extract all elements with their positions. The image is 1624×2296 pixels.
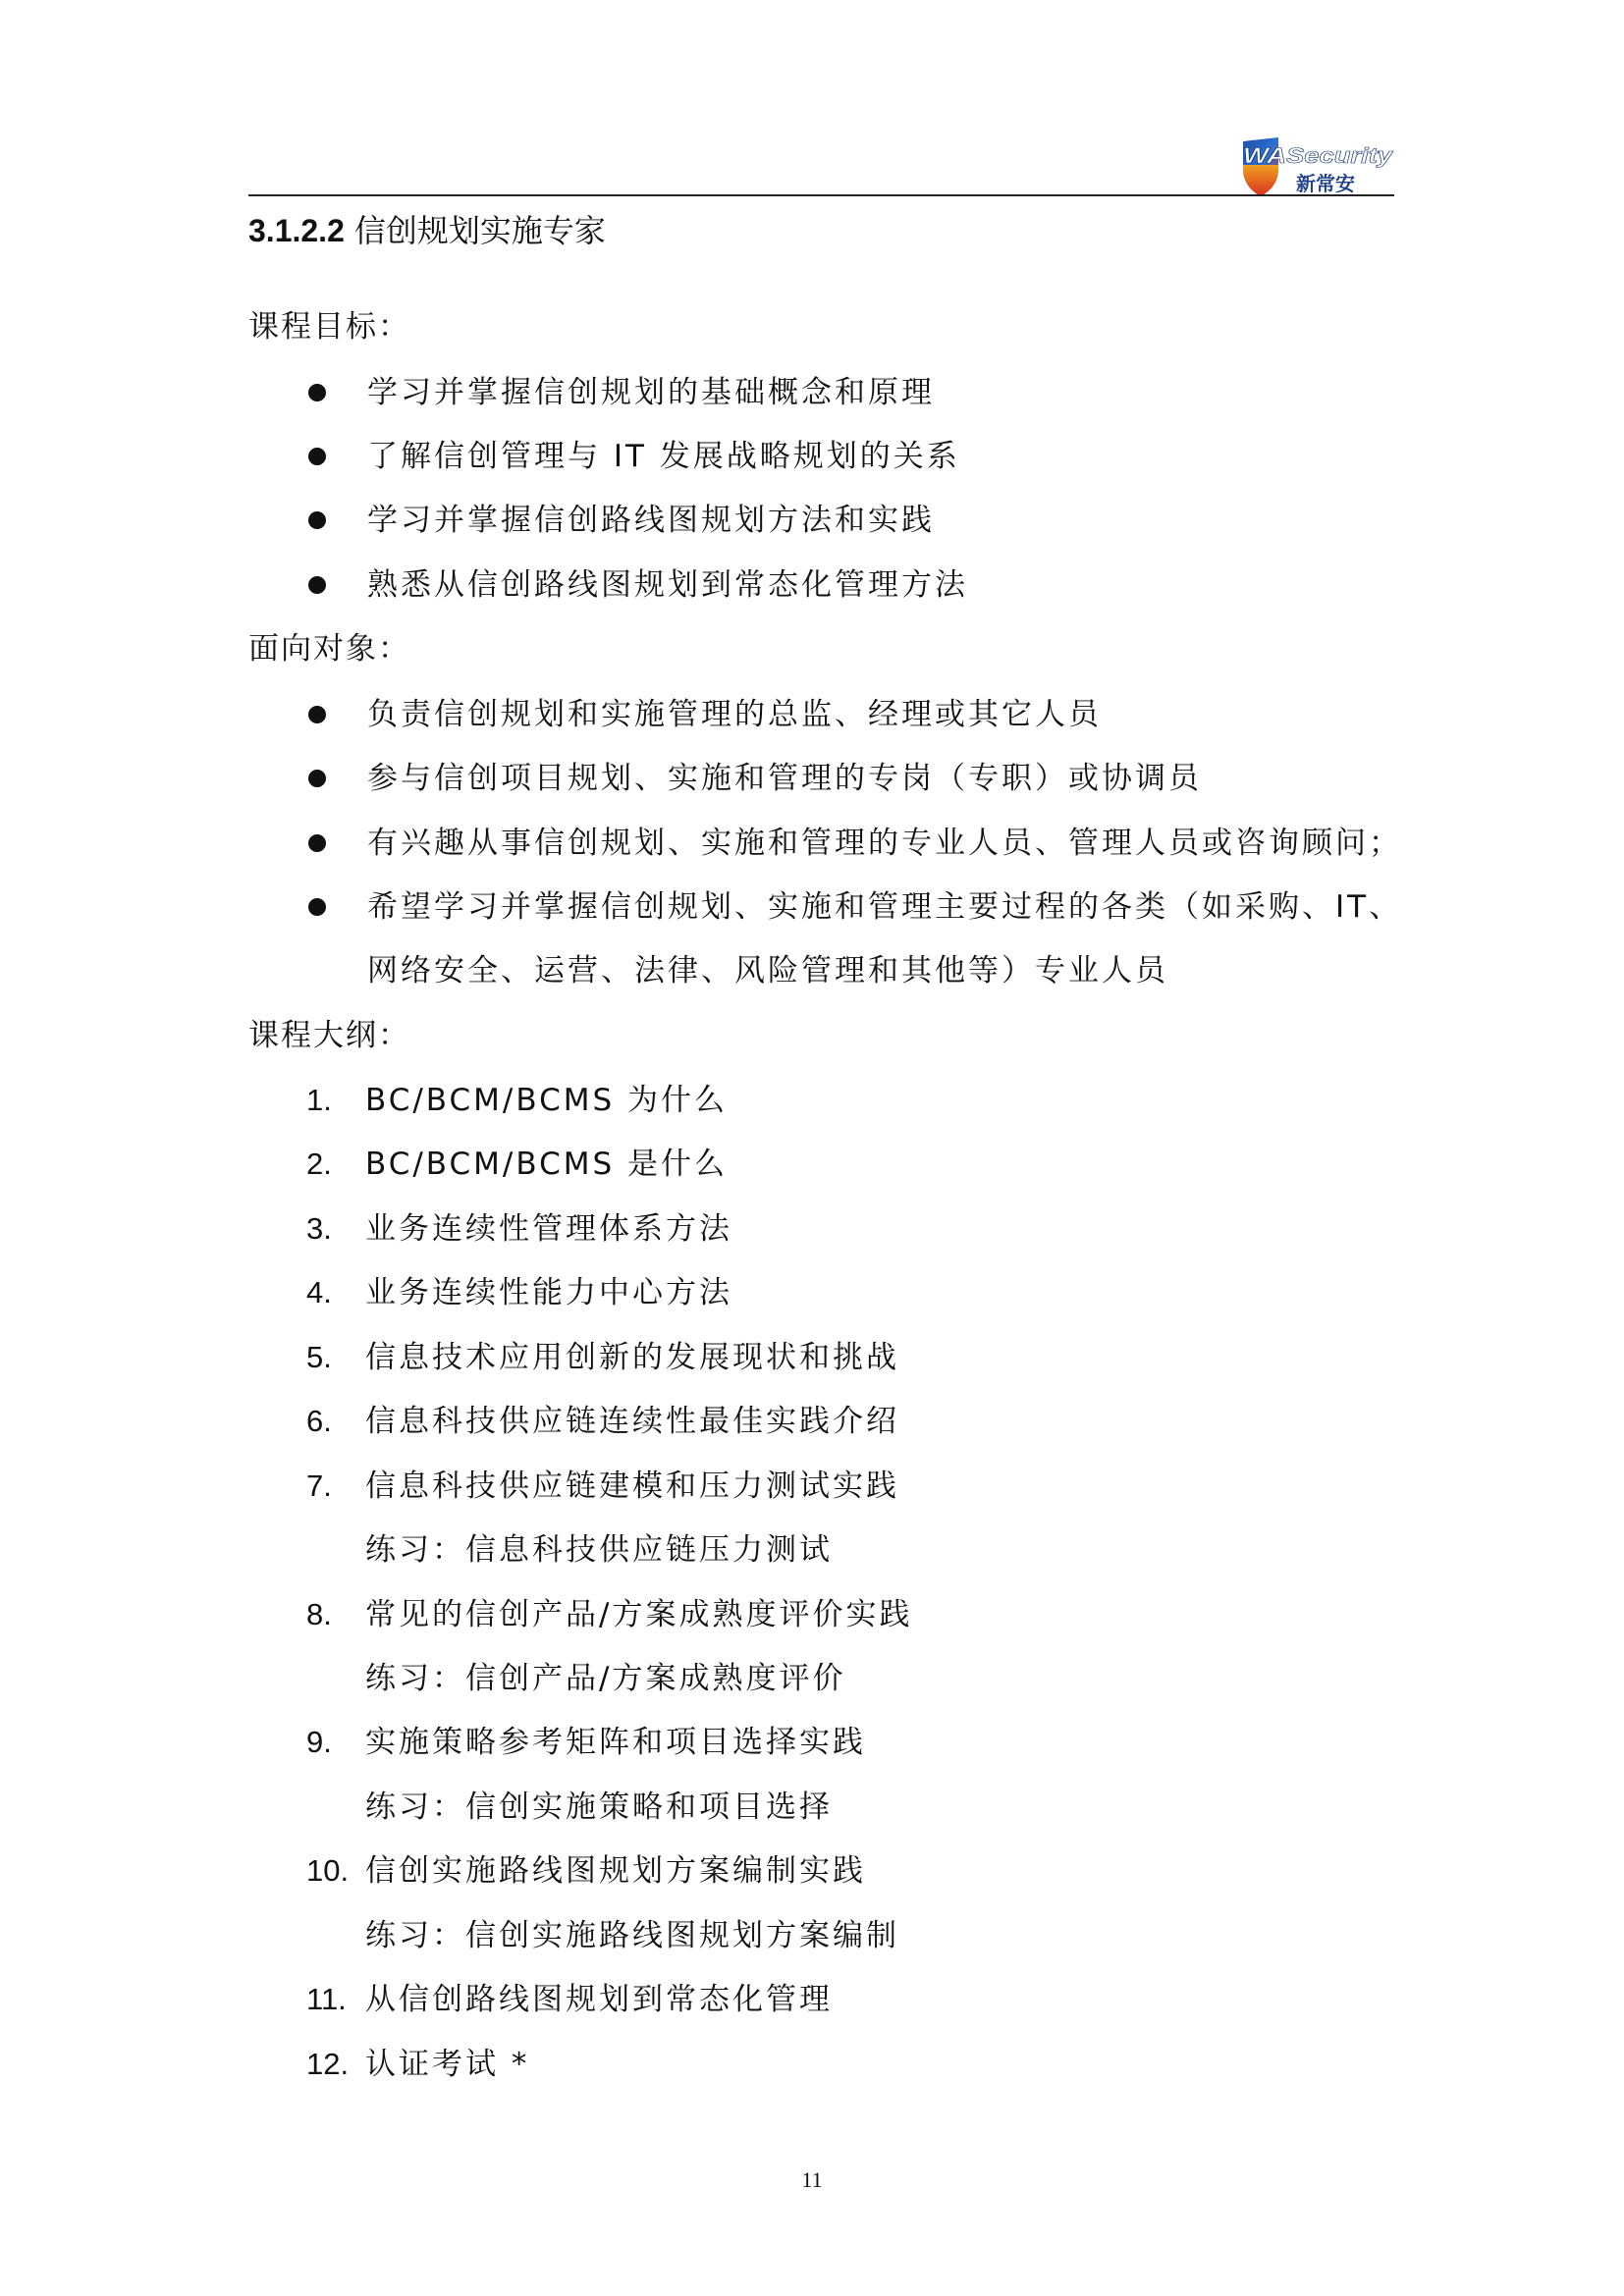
audience-item-continuation: 网络安全、运营、法律、风险管理和其他等）专业人员 (367, 953, 1168, 988)
outline-number: 4. (306, 1275, 332, 1309)
logo-text-cn: 新常安 (1296, 172, 1355, 195)
outline-item: 信息科技供应链连续性最佳实践介绍 (365, 1404, 899, 1439)
outline-number: 1. (306, 1083, 332, 1117)
outline-label: 课程大纲： (248, 1018, 410, 1053)
outline-item: 常见的信创产品/方案成熟度评价实践 (365, 1597, 913, 1632)
outline-item: 从信创路线图规划到常态化管理 (365, 1982, 833, 2017)
header-divider (248, 194, 1394, 196)
bullet-icon (308, 384, 326, 401)
page-number: 11 (801, 2167, 823, 2192)
bullet-icon (308, 770, 326, 787)
audience-label: 面向对象： (248, 631, 410, 667)
outline-item: 信息技术应用创新的发展现状和挑战 (365, 1340, 899, 1375)
audience-item: 希望学习并掌握信创规划、实施和管理主要过程的各类（如采购、IT、 (367, 889, 1403, 925)
outline-number: 3. (306, 1211, 332, 1246)
outline-number: 6. (306, 1404, 332, 1438)
outline-item: 信息科技供应链建模和压力测试实践 (365, 1468, 899, 1504)
bullet-icon (308, 511, 326, 529)
outline-exercise: 练习：信创实施路线图规划方案编制 (365, 1918, 899, 1953)
outline-exercise: 练习：信息科技供应链压力测试 (365, 1532, 833, 1568)
audience-item: 参与信创项目规划、实施和管理的专岗（专职）或协调员 (367, 761, 1202, 796)
audience-item: 有兴趣从事信创规划、实施和管理的专业人员、管理人员或咨询顾问； (367, 826, 1402, 861)
outline-item: 实施策略参考矩阵和项目选择实践 (365, 1725, 866, 1760)
objectives-label: 课程目标： (248, 309, 410, 345)
bullet-icon (308, 834, 326, 852)
audience-item: 负责信创规划和实施管理的总监、经理或其它人员 (367, 697, 1102, 732)
outline-item: 认证考试 * (365, 2047, 530, 2082)
outline-item: BC/BCM/BCMS 是什么 (365, 1147, 729, 1182)
bullet-icon (308, 448, 326, 465)
bullet-icon (308, 898, 326, 916)
outline-number: 5. (306, 1340, 332, 1374)
outline-number: 10. (306, 1853, 350, 1888)
outline-number: 12. (306, 2047, 350, 2081)
outline-item: 业务连续性管理体系方法 (365, 1211, 732, 1247)
outline-number: 7. (306, 1468, 332, 1503)
section-number: 3.1.2.2 (248, 213, 345, 248)
section-title: 信创规划实施专家 (353, 212, 606, 249)
outline-item: BC/BCM/BCMS 为什么 (365, 1083, 729, 1118)
outline-exercise: 练习：信创产品/方案成熟度评价 (365, 1661, 846, 1696)
objective-item: 学习并掌握信创规划的基础概念和原理 (367, 375, 935, 410)
outline-number: 8. (306, 1597, 332, 1631)
bullet-icon (308, 706, 326, 723)
outline-number: 11. (306, 1982, 347, 2016)
outline-item: 信创实施路线图规划方案编制实践 (365, 1853, 866, 1889)
objective-item: 熟悉从信创路线图规划到常态化管理方法 (367, 567, 968, 603)
outline-item: 业务连续性能力中心方法 (365, 1275, 732, 1310)
objective-item: 学习并掌握信创路线图规划方法和实践 (367, 503, 935, 538)
outline-exercise: 练习：信创实施策略和项目选择 (365, 1789, 833, 1825)
logo-text-en: WASecurity (1243, 143, 1395, 168)
section-heading (248, 206, 606, 255)
objective-item: 了解信创管理与 IT 发展战略规划的关系 (367, 439, 960, 474)
outline-number: 2. (306, 1147, 332, 1181)
bullet-icon (308, 576, 326, 594)
outline-number: 9. (306, 1725, 332, 1759)
company-logo (1239, 135, 1396, 198)
